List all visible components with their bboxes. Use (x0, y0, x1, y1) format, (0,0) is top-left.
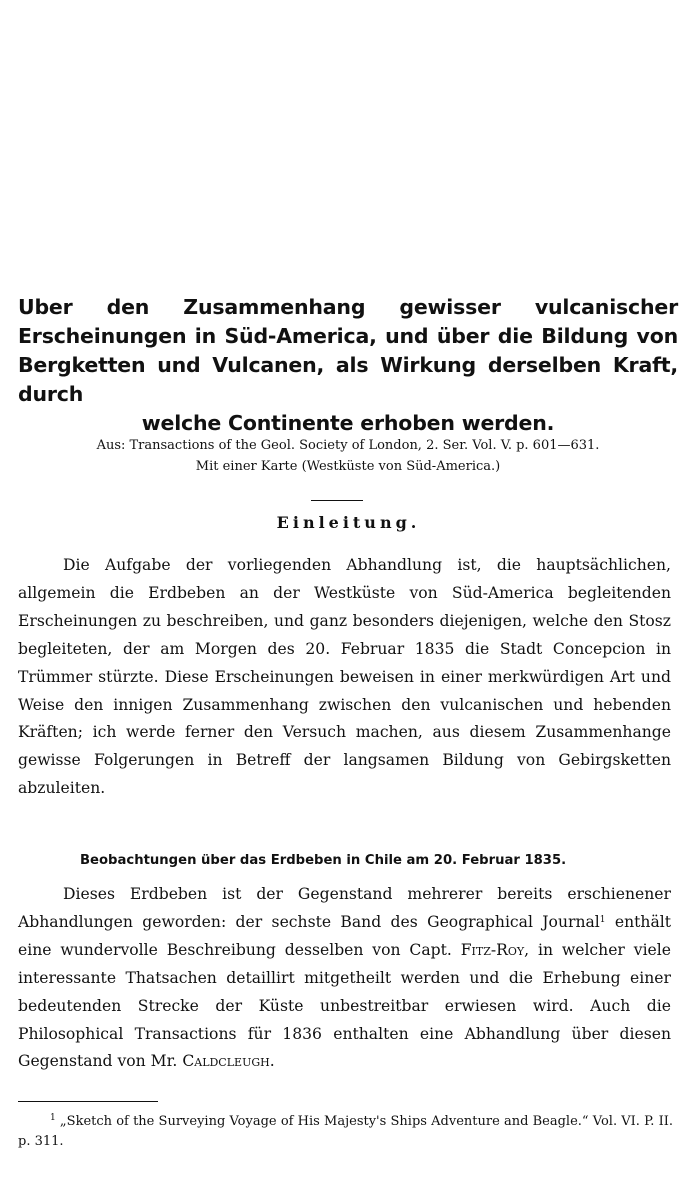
footnote-marker: 1 (50, 1113, 56, 1123)
footnote-text: „Sketch of the Surveying Voyage of His Majesty's Ships Adventure and Beagle.“ Vol. VI. P. II. p. 311. (18, 1114, 673, 1149)
footnote (18, 1112, 673, 1152)
source-line-1: Aus: Transactions of the Geol. Society of London, 2. Ser. Vol. V. p. 601—631. (96, 438, 600, 453)
article-title (18, 293, 678, 438)
paragraph2-part2: enthält eine wundervolle Beschreibung desselben von Capt. (18, 912, 671, 959)
section-heading: Einleitung. (276, 513, 421, 532)
footnote-reference: 1 (599, 914, 606, 925)
paragraph-introduction: Die Aufgabe der vorliegenden Abhandlung ist, die hauptsächlichen, allgemein die Erdbeben an der Westküste von Süd-America begleitenden Erscheinungen zu beschreiben, und ganz besonders diejenigen, welche den Stosz begleiteten, der am Morgen des 20. Februar 1835 die Stadt Concepcion in Trümmer stürzte. Diese Erscheinungen beweisen in einer merkwürdigen Art und Weise den innigen Zusammenhang zwischen den vulcanischen und hebenden Kräften; ich werde ferner den Versuch machen, aus diesem Zusammenhange gewisse Folgerungen in Betreff der langsamen Bildung von Gebirgsketten abzuleiten. (18, 556, 671, 798)
author-name-fitzroy: Fitz-Roy (460, 940, 525, 959)
paragraph2-part4: . (269, 1052, 275, 1071)
footnote-rule (18, 1101, 158, 1102)
paragraph2-part3: , in welcher viele interessante Thatsachen detaillirt mitgetheilt werden und die Erhebung einer bedeutenden Strecke der Küste unbestreitbar erwiesen wird. Auch die Philosophical Transactions für 1836 enthalten eine Abhandlung über diesen Gegenstand von Mr. (18, 940, 671, 1071)
source-line-2: Mit einer Karte (Westküste von Süd-America.) (195, 459, 501, 474)
title-last-line: welche Continente erhoben werden. (141, 411, 555, 435)
title-main-lines: Uber den Zusammenhang gewisser vulcanischer Erscheinungen in Süd-America, und über die Bildung von Bergketten und Vulcanen, als Wirkung derselben Kraft, durch (18, 295, 678, 406)
subsection-heading: Beobachtungen über das Erdbeben in Chile am 20. Februar 1835. (80, 853, 567, 868)
author-name-caldcleugh: Caldcleugh (182, 1052, 270, 1071)
source-citation (18, 435, 678, 477)
separator-rule (311, 500, 363, 501)
paragraph-observations (18, 881, 671, 1076)
paragraph2-part1: Dieses Erdbeben ist der Gegenstand mehrerer bereits erschienener Abhandlungen geworden: der sechste Band des Geographical Journal (18, 885, 671, 931)
